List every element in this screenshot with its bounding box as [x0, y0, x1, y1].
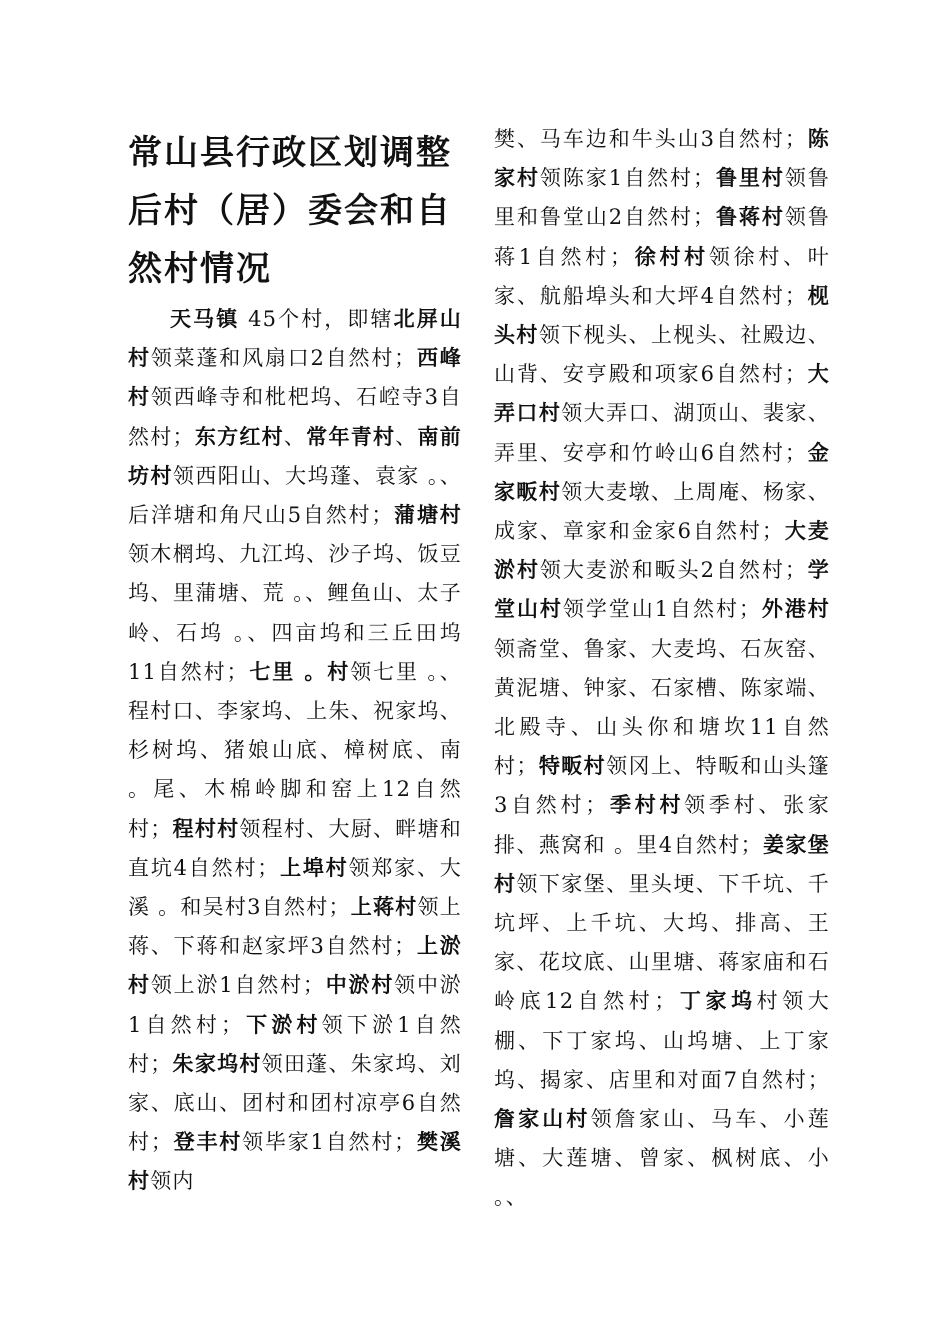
village-name: 下淤村: [243, 1012, 322, 1037]
text-run: 村领大棚、下丁家坞、山坞塘、上丁家坞、揭家、店里和对面7自然村；: [494, 989, 830, 1092]
text-run: 领田蓬、朱家坞、刘家、底山、团村和团村凉亭6自然村；: [128, 1051, 462, 1155]
village-name: 朱家坞村: [172, 1051, 262, 1076]
text-run: 领程村、大厨、畔塘和直坑4自然村；: [128, 816, 463, 880]
village-name: 中淤村: [325, 973, 395, 998]
text-run: 领木棢坞、九江坞、沙子坞、饭豆坞、里蒲塘、荒 。、鲤鱼山、太子岭、石坞 。、四亩坞和三丘田坞11自然村；: [128, 542, 462, 684]
text-run: 、: [283, 424, 307, 449]
text-run: 领郑家、大溪 。和吴村3自然村；: [128, 855, 463, 920]
right-column: [494, 120, 830, 1218]
village-name: 枧头村: [494, 283, 830, 348]
text-run: 樊、马车边和牛头山3自然村；: [494, 127, 808, 151]
village-name: 西峰村: [128, 346, 463, 410]
village-name: 外港村: [761, 597, 830, 622]
text-run: 45个村，即辖: [239, 307, 394, 331]
text-run: 领陈家1自然村；: [539, 166, 716, 191]
village-name: 上蒋村: [350, 895, 418, 920]
village-name: 陈家村: [494, 127, 830, 191]
village-name: 徐村村: [632, 244, 709, 269]
village-name: 东方红村: [194, 424, 284, 449]
text-run: 领大麦墩、上周庵、杨家、成家、章家和金家6自然村；: [494, 479, 830, 544]
text-run: 领毕家1自然村；: [242, 1130, 417, 1155]
village-name: 南前坊村: [128, 424, 462, 488]
text-run: 领菜蓬和风扇口2自然村；: [150, 346, 417, 371]
village-name: 程村村: [172, 816, 240, 841]
village-name: 姜家堡村: [494, 832, 830, 896]
paragraph-tianma-town: [128, 300, 462, 1202]
text-run: 领下家堡、里头埂、下千坑、千坑坪、上千坑、大坞、排高、王家、花坟底、山里塘、蒋家庙和石岭底12自然村；: [494, 871, 830, 1014]
village-name: 天马镇: [170, 307, 240, 331]
village-name: 季村村: [607, 793, 685, 818]
left-column: [128, 124, 462, 1202]
village-name: 登丰村: [173, 1130, 243, 1155]
text-run: 、: [395, 424, 418, 449]
village-name: 大麦淤村: [494, 519, 830, 583]
text-run: 领内: [150, 1169, 195, 1194]
village-name: 鲁蒋村: [715, 205, 785, 230]
village-name: 金家畈村: [494, 440, 830, 504]
text-run: 领下淤1自然村；: [128, 1012, 462, 1076]
village-name: 特畈村: [538, 754, 607, 779]
village-name: 七里 。村: [248, 659, 351, 684]
village-name: 丁家坞: [676, 989, 757, 1014]
village-name: 大弄口村: [494, 362, 830, 426]
text-run: 领徐村、叶家、航船埠头和大坪4自然村；: [494, 244, 830, 308]
text-run: 领上蒋、下蒋和赵家坪3自然村；: [128, 895, 462, 959]
text-run: 领鲁蒋1自然村；: [494, 205, 830, 269]
document-title: 常山县行政区划调整后村（居）委会和自然村情况: [128, 133, 452, 289]
text-run: 领鲁里和鲁堂山2自然村；: [494, 166, 830, 230]
village-name: 学堂山村: [494, 558, 830, 622]
village-name: 鲁里村: [715, 166, 785, 191]
text-run: 领季村、张家排、燕窝和 。里4自然村；: [494, 793, 830, 857]
text-run: 领上淤1自然村；: [150, 973, 326, 998]
text-run: 领西峰寺和枇杷坞、石崆寺3自然村；: [128, 385, 462, 449]
village-name: 樊溪村: [128, 1130, 462, 1194]
text-run: 领大麦淤和畈头2自然村；: [539, 558, 808, 583]
text-run: 领斋堂、鲁家、大麦坞、石灰窑、黄泥塘、钟家、石家槽、陈家端、北殿寺、山头你和塘坎11自然村；: [494, 636, 830, 779]
village-name: 詹家山村: [494, 1107, 591, 1132]
text-run: 领下枧头、上枧头、社殿边、山背、安亨殿和项家6自然村；: [494, 323, 830, 387]
text-run: 领学堂山1自然村；: [562, 597, 762, 622]
text-run: 领西阳山、大坞蓬、袁家 。、后洋塘和角尺山5自然村；: [128, 463, 462, 528]
village-name: 常年青村: [306, 424, 396, 449]
text-run: 领中淤1自然村；: [128, 973, 462, 1037]
text-run: 领大弄口、湖顶山、裴家、弄里、安亭和竹岭山6自然村；: [494, 401, 830, 465]
village-name: 上埠村: [279, 855, 349, 880]
village-name: 蒲塘村: [393, 503, 462, 528]
village-name: 上淤村: [128, 934, 462, 998]
text-run: 领詹家山、马车、小莲塘、大莲塘、曾家、枫树底、小 。、: [494, 1107, 830, 1210]
village-name: 北屏山村: [128, 307, 462, 371]
text-run: 领七里 。、程村口、李家坞、上朱、祝家坞、杉树坞、猪娘山底、樟树底、南 。尾、木棉岭脚和窑上12自然村；: [128, 659, 463, 841]
paragraph-continuation: [494, 120, 830, 1218]
text-run: 领冈上、特畈和山头篷3自然村；: [494, 754, 830, 818]
